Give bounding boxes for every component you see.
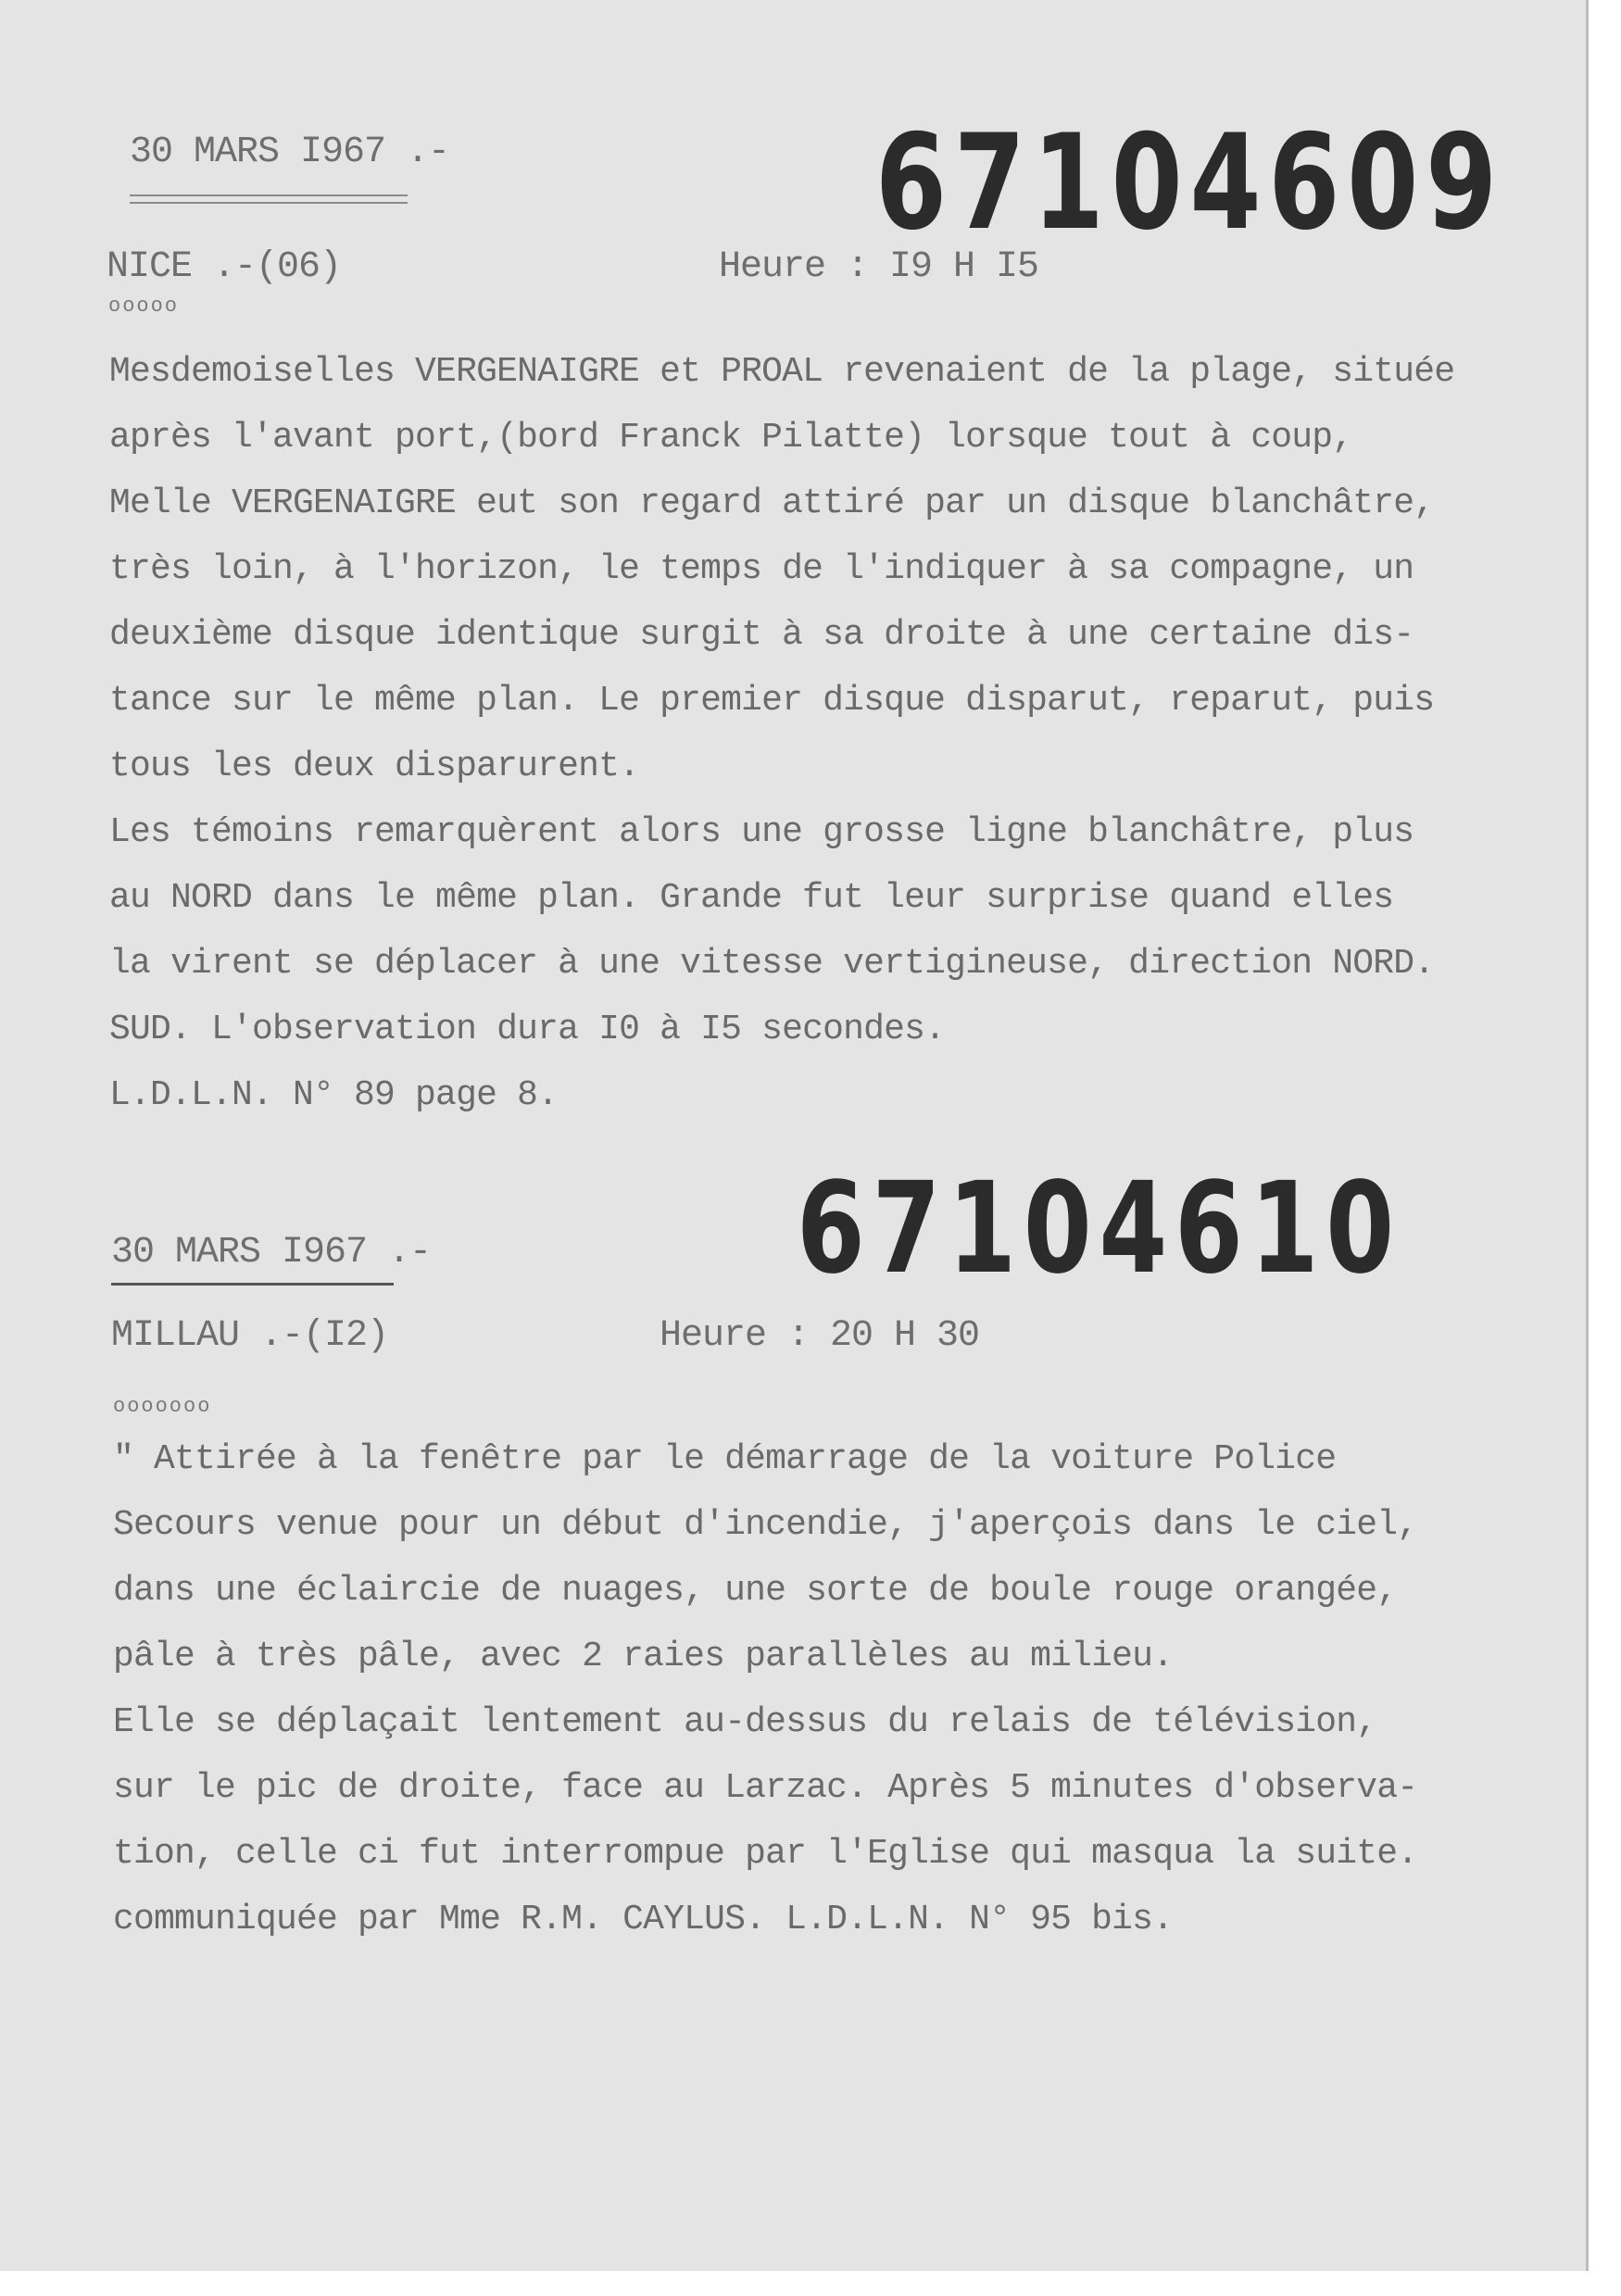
text-line: très loin, à l'horizon, le temps de l'indiquer à sa compagne, un <box>109 549 1414 589</box>
separator: ooooo <box>108 295 180 318</box>
text-line: dans une éclaircie de nuages, une sorte de boule rouge orangée, <box>113 1571 1398 1611</box>
reference-number: 67104609 <box>875 107 1504 259</box>
text-line: tous les deux disparurent. <box>109 747 640 786</box>
text-line: pâle à très pâle, avec 2 raies parallèles au milieu. <box>113 1637 1174 1676</box>
text-line: au NORD dans le même plan. Grande fut leur surprise quand elles <box>109 878 1394 918</box>
entry-place: MILLAU .-(I2) <box>111 1315 389 1357</box>
entry-time: Heure : 20 H 30 <box>660 1315 980 1357</box>
entry-body <box>109 339 1454 1128</box>
text-line: SUD. L'observation dura I0 à I5 secondes. <box>109 1010 946 1049</box>
date-underline <box>111 1283 394 1286</box>
text-line: Elle se déplaçait lentement au-dessus du relais de télévision, <box>113 1702 1377 1742</box>
text-line: Melle VERGENAIGRE eut son regard attiré par un disque blanchâtre, <box>109 483 1435 523</box>
entry-date: 30 MARS I967 .- <box>130 132 450 173</box>
text-line: L.D.L.N. N° 89 page 8. <box>109 1075 559 1115</box>
separator: ooooooo <box>113 1395 212 1418</box>
text-line: Secours venue pour un début d'incendie, j'aperçois dans le ciel, <box>113 1505 1418 1545</box>
reference-number: 67104610 <box>797 1156 1401 1302</box>
entry-time: Heure : I9 H I5 <box>719 246 1039 288</box>
text-line: " Attirée à la fenêtre par le démarrage de la voiture Police <box>113 1439 1337 1479</box>
entry-place: NICE .-(06) <box>107 246 342 288</box>
entry-body <box>113 1426 1417 1952</box>
date-underline <box>130 194 408 204</box>
text-line: la virent se déplacer à une vitesse vertigineuse, direction NORD. <box>109 944 1435 984</box>
text-line: tion, celle ci fut interrompue par l'Eglise qui masqua la suite. <box>113 1834 1418 1874</box>
text-line: sur le pic de droite, face au Larzac. Après 5 minutes d'observa- <box>113 1768 1418 1808</box>
text-line: après l'avant port,(bord Franck Pilatte) lorsque tout à coup, <box>109 418 1353 458</box>
entry-date: 30 MARS I967 .- <box>111 1232 432 1273</box>
text-line: deuxième disque identique surgit à sa droite à une certaine dis- <box>109 615 1414 655</box>
text-line: communiquée par Mme R.M. CAYLUS. L.D.L.N. N° 95 bis. <box>113 1900 1174 1939</box>
text-line: tance sur le même plan. Le premier disque disparut, reparut, puis <box>109 681 1435 721</box>
text-line: Les témoins remarquèrent alors une grosse ligne blanchâtre, plus <box>109 812 1414 852</box>
text-line: Mesdemoiselles VERGENAIGRE et PROAL revenaient de la plage, située <box>109 352 1455 392</box>
